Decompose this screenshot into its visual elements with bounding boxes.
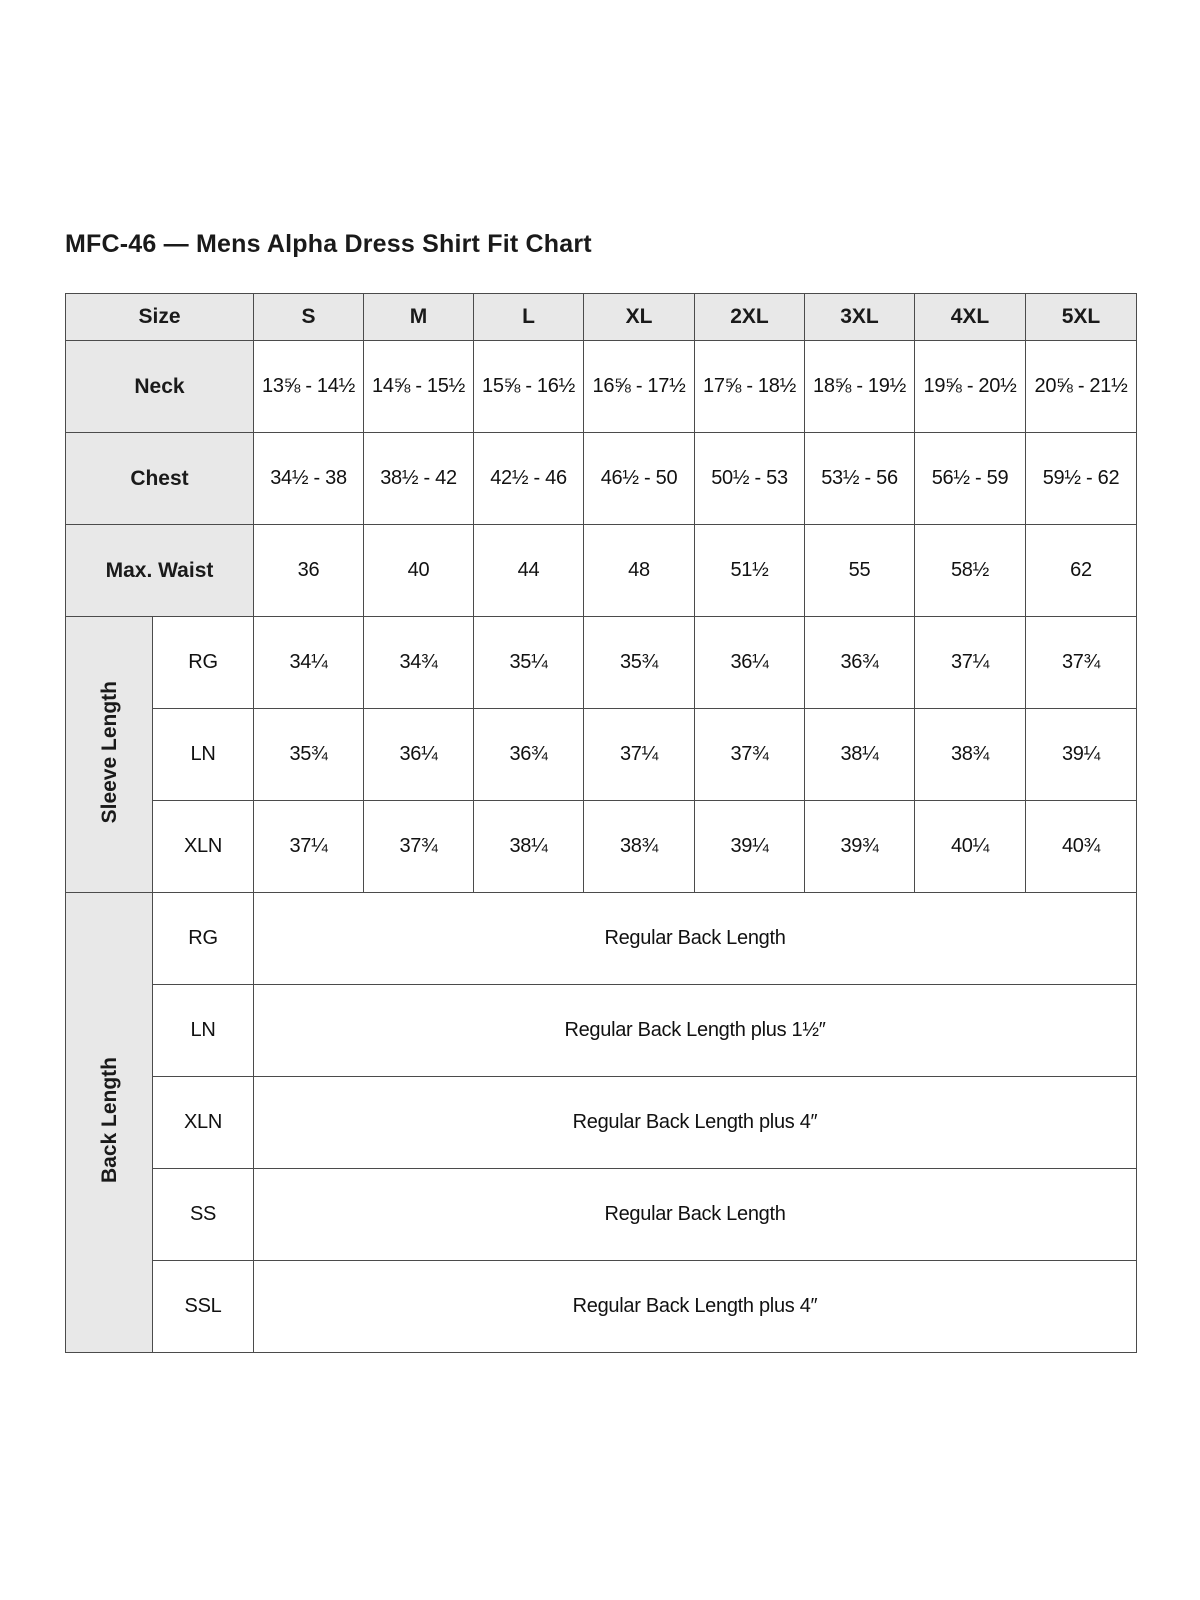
column-header-s: S bbox=[254, 294, 364, 341]
table-header-row bbox=[66, 294, 1137, 341]
table-cell: 38¾ bbox=[584, 801, 695, 893]
table-cell: 36¼ bbox=[695, 617, 805, 709]
table-cell: 38¼ bbox=[805, 709, 915, 801]
table-cell: 62 bbox=[1026, 525, 1137, 617]
table-cell: 37¼ bbox=[584, 709, 695, 801]
table-row-back-rg bbox=[66, 893, 1137, 985]
table-cell: 14⅝ - 15½ bbox=[364, 341, 474, 433]
table-row-sleeve-rg bbox=[66, 617, 1137, 709]
table-cell: 17⅝ - 18½ bbox=[695, 341, 805, 433]
table-cell: 51½ bbox=[695, 525, 805, 617]
table-cell: 19⅝ - 20½ bbox=[915, 341, 1026, 433]
table-row-back-ln bbox=[66, 985, 1137, 1077]
table-cell: 35¼ bbox=[474, 617, 584, 709]
table-cell: 34¾ bbox=[364, 617, 474, 709]
table-cell: 37¼ bbox=[254, 801, 364, 893]
back-length-description-cell: Regular Back Length plus 4″ bbox=[254, 1077, 1137, 1169]
table-cell: 56½ - 59 bbox=[915, 433, 1026, 525]
back-length-description-cell: Regular Back Length plus 4″ bbox=[254, 1261, 1137, 1353]
row-label-back-xln: XLN bbox=[153, 1077, 254, 1169]
table-row-back-ss bbox=[66, 1169, 1137, 1261]
column-header-l: L bbox=[474, 294, 584, 341]
row-label-sleeve-xln: XLN bbox=[153, 801, 254, 893]
table-cell: 20⅝ - 21½ bbox=[1026, 341, 1137, 433]
table-cell: 16⅝ - 17½ bbox=[584, 341, 695, 433]
table-row-neck bbox=[66, 341, 1137, 433]
fit-chart-table bbox=[65, 293, 1137, 1353]
row-label-chest: Chest bbox=[66, 433, 254, 525]
column-header-2xl: 2XL bbox=[695, 294, 805, 341]
table-cell: 34½ - 38 bbox=[254, 433, 364, 525]
row-label-sleeve-ln: LN bbox=[153, 709, 254, 801]
back-length-description-cell: Regular Back Length bbox=[254, 893, 1137, 985]
table-cell: 40¼ bbox=[915, 801, 1026, 893]
table-cell: 37¾ bbox=[364, 801, 474, 893]
table-cell: 36¼ bbox=[364, 709, 474, 801]
column-header-m: M bbox=[364, 294, 474, 341]
table-cell: 40¾ bbox=[1026, 801, 1137, 893]
table-row-back-xln bbox=[66, 1077, 1137, 1169]
table-cell: 37¾ bbox=[1026, 617, 1137, 709]
column-header-xl: XL bbox=[584, 294, 695, 341]
table-cell: 37¼ bbox=[915, 617, 1026, 709]
back-length-description-cell: Regular Back Length plus 1½″ bbox=[254, 985, 1137, 1077]
row-label-back-ss: SS bbox=[153, 1169, 254, 1261]
row-label-back-rg: RG bbox=[153, 893, 254, 985]
table-cell: 15⅝ - 16½ bbox=[474, 341, 584, 433]
table-row-max-waist bbox=[66, 525, 1137, 617]
table-row-back-ssl bbox=[66, 1261, 1137, 1353]
table-cell: 39¼ bbox=[695, 801, 805, 893]
table-cell: 44 bbox=[474, 525, 584, 617]
table-cell: 39¼ bbox=[1026, 709, 1137, 801]
table-cell: 38½ - 42 bbox=[364, 433, 474, 525]
table-cell: 55 bbox=[805, 525, 915, 617]
table-cell: 39¾ bbox=[805, 801, 915, 893]
table-cell: 36¾ bbox=[474, 709, 584, 801]
table-cell: 42½ - 46 bbox=[474, 433, 584, 525]
table-cell: 48 bbox=[584, 525, 695, 617]
section-label-sleeve-length bbox=[66, 617, 153, 893]
table-row-chest bbox=[66, 433, 1137, 525]
column-header-3xl: 3XL bbox=[805, 294, 915, 341]
column-header-4xl: 4XL bbox=[915, 294, 1026, 341]
table-cell: 34¼ bbox=[254, 617, 364, 709]
sleeve-length-vertical-label: Sleeve Length bbox=[97, 680, 121, 824]
back-length-description-cell: Regular Back Length bbox=[254, 1169, 1137, 1261]
table-cell: 38¾ bbox=[915, 709, 1026, 801]
table-cell: 35¾ bbox=[584, 617, 695, 709]
back-length-vertical-label: Back Length bbox=[97, 1056, 121, 1184]
size-header-cell: Size bbox=[66, 294, 254, 341]
table-cell: 38¼ bbox=[474, 801, 584, 893]
table-cell: 46½ - 50 bbox=[584, 433, 695, 525]
row-label-back-ssl: SSL bbox=[153, 1261, 254, 1353]
table-cell: 58½ bbox=[915, 525, 1026, 617]
table-cell: 18⅝ - 19½ bbox=[805, 341, 915, 433]
table-cell: 50½ - 53 bbox=[695, 433, 805, 525]
section-label-back-length bbox=[66, 893, 153, 1353]
table-cell: 35¾ bbox=[254, 709, 364, 801]
row-label-back-ln: LN bbox=[153, 985, 254, 1077]
column-header-5xl: 5XL bbox=[1026, 294, 1137, 341]
table-cell: 59½ - 62 bbox=[1026, 433, 1137, 525]
row-label-sleeve-rg: RG bbox=[153, 617, 254, 709]
table-cell: 37¾ bbox=[695, 709, 805, 801]
table-row-sleeve-ln bbox=[66, 709, 1137, 801]
page-title: MFC-46 — Mens Alpha Dress Shirt Fit Chart bbox=[65, 230, 592, 258]
row-label-neck: Neck bbox=[66, 341, 254, 433]
table-cell: 53½ - 56 bbox=[805, 433, 915, 525]
table-cell: 40 bbox=[364, 525, 474, 617]
row-label-max-waist: Max. Waist bbox=[66, 525, 254, 617]
table-cell: 36¾ bbox=[805, 617, 915, 709]
table-row-sleeve-xln bbox=[66, 801, 1137, 893]
table-cell: 36 bbox=[254, 525, 364, 617]
table-cell: 13⅝ - 14½ bbox=[254, 341, 364, 433]
